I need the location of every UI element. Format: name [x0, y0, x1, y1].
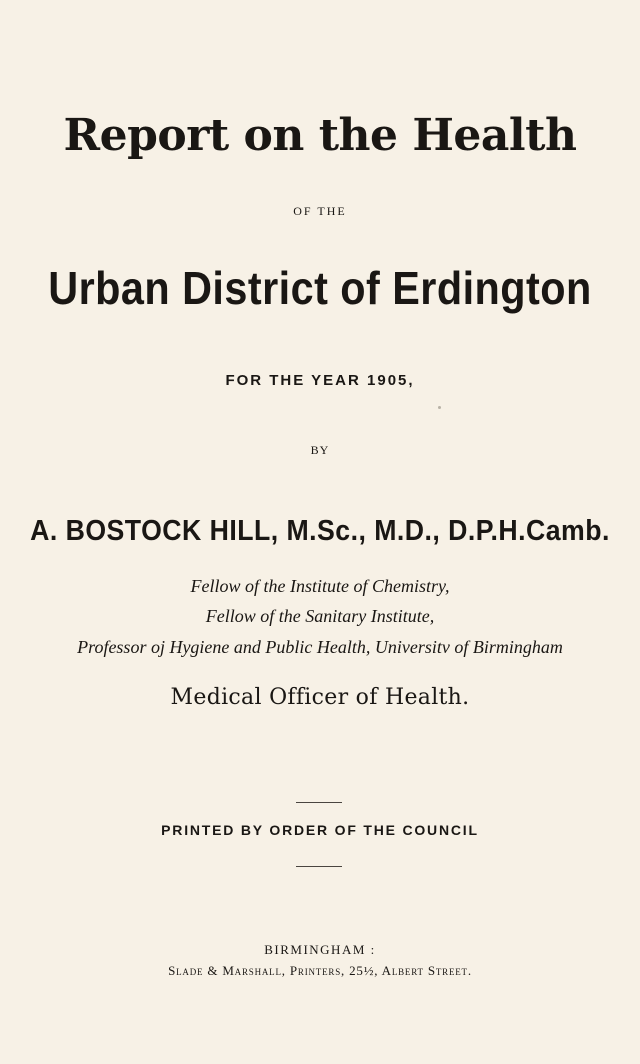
of-the-label: OF THE — [293, 204, 347, 218]
year-line: FOR THE YEAR 1905, — [225, 372, 415, 389]
credential-sanitary: Fellow of the Sanitary Institute, — [205, 606, 435, 626]
paper-speck — [438, 406, 441, 409]
credential-professor: Professor oj Hygiene and Public Health, Universitv of Birmingham — [77, 637, 563, 657]
divider-rule — [296, 866, 342, 867]
credential-chemistry: Fellow of the Institute of Chemistry, — [190, 576, 450, 596]
divider-rule — [296, 802, 342, 803]
district-title: Urban District of Erdington — [48, 262, 592, 314]
printer-line: Slade & Marshall, Printers, 25½, Albert Street. — [168, 963, 472, 978]
report-title: Report on the Health — [63, 110, 577, 161]
office-title: Medical Officer of Health. — [170, 685, 470, 710]
city-line: BIRMINGHAM : — [264, 942, 376, 957]
printed-by-line: PRINTED BY ORDER OF THE COUNCIL — [161, 822, 479, 838]
author-line: A. BOSTOCK HILL, M.Sc., M.D., D.P.H.Camb. — [30, 515, 610, 547]
by-label: BY — [310, 443, 330, 457]
